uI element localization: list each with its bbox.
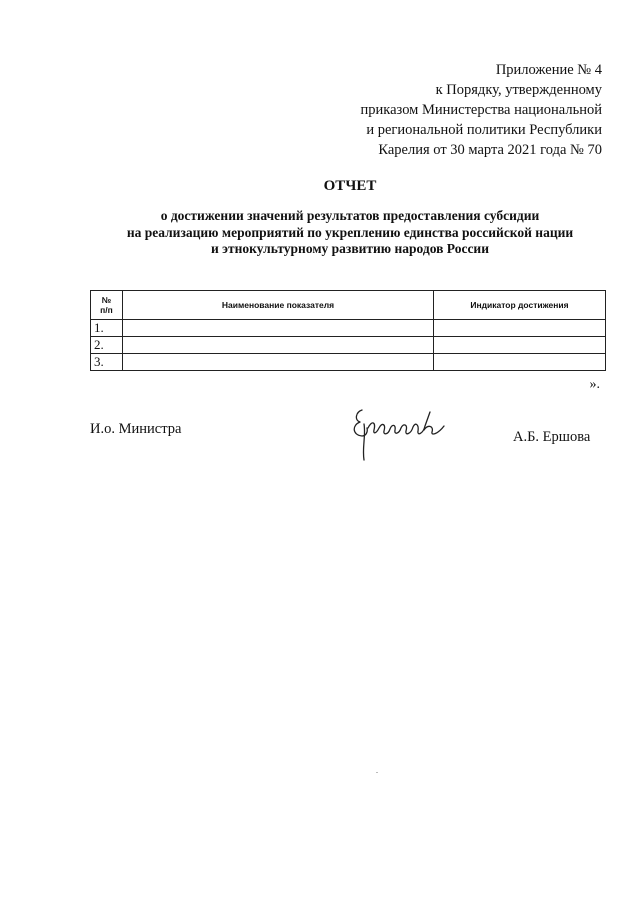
table-row xyxy=(91,320,606,337)
row-name-cell xyxy=(123,354,434,371)
document-subtitle xyxy=(0,208,640,258)
row-number: 2. xyxy=(91,337,123,354)
signer-title: И.о. Министра xyxy=(90,421,182,437)
report-table xyxy=(90,290,606,371)
table-header-row xyxy=(91,291,606,320)
annex-line: Карелия от 30 марта 2021 года № 70 xyxy=(378,142,602,158)
table-row xyxy=(91,337,606,354)
signature-image xyxy=(348,400,453,465)
row-indicator-cell xyxy=(434,337,606,354)
row-name-cell xyxy=(123,320,434,337)
row-indicator-cell xyxy=(434,320,606,337)
signer-name: А.Б. Ершова xyxy=(513,429,591,445)
annex-block xyxy=(361,60,602,160)
subtitle-line: и этнокультурному развитию народов России xyxy=(210,241,489,256)
scan-speck xyxy=(376,772,378,773)
annex-line: к Порядку, утвержденному xyxy=(435,82,602,98)
annex-line: приказом Министерства национальной xyxy=(360,102,602,118)
closing-quote: ». xyxy=(589,377,600,392)
subtitle-line: на реализацию мероприятий по укреплению единства российской нации xyxy=(126,224,574,240)
annex-line: Приложение № 4 xyxy=(495,62,602,78)
document-title: ОТЧЕТ xyxy=(323,178,377,194)
row-number: 1. xyxy=(91,320,123,337)
row-name-cell xyxy=(123,337,434,354)
header-indicator-name: Наименование показателя xyxy=(123,291,434,320)
table-row xyxy=(91,354,606,371)
row-number: 3. xyxy=(91,354,123,371)
subtitle-line: о достижении значений результатов предоставления субсидии xyxy=(160,208,540,223)
annex-line: и региональной политики Республики xyxy=(366,122,602,138)
header-number: № п/п xyxy=(91,291,123,320)
row-indicator-cell xyxy=(434,354,606,371)
header-indicator-achievement: Индикатор достижения xyxy=(434,291,606,320)
